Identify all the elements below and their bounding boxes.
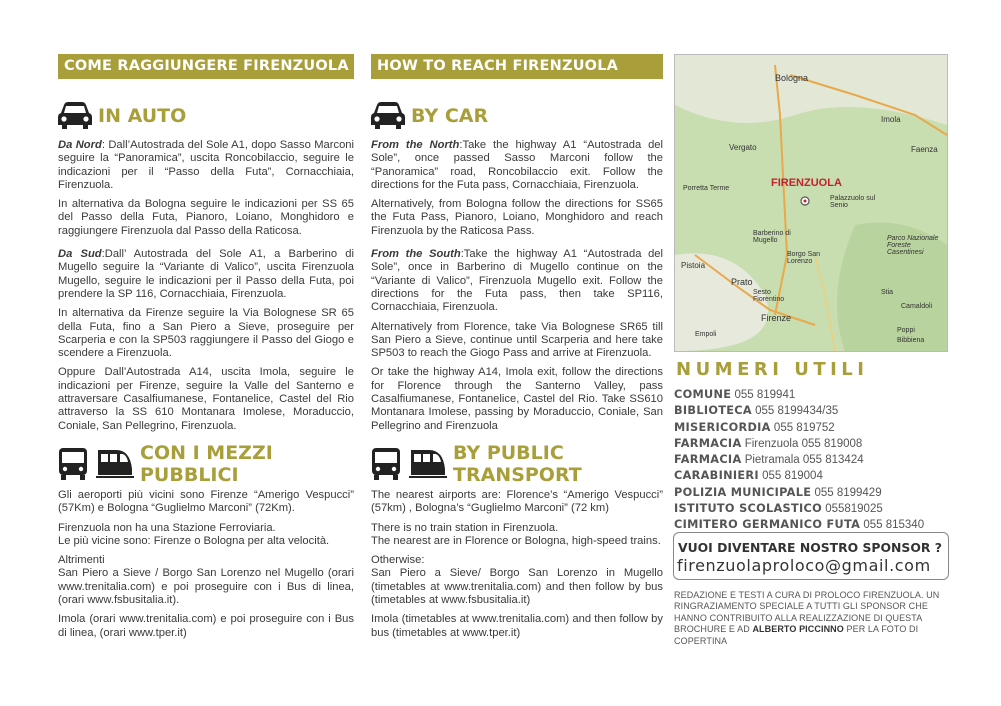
transport-t1: The nearest airports are: Florence’s “Amerigo Vespucci” (57km) , Bologna’s “Guglielmo Marconi” (72 km) <box>371 488 663 515</box>
public-t3b: San Piero a Sieve / Borgo San Lorenzo nel Mugello (orari www.trenitalia.com) e poi proseguire con i Bus di linea, (orari www.fsbusitalia.it). <box>58 567 354 607</box>
transport-heading <box>371 441 663 486</box>
list-item: BIBLIOTECA 055 8199434/35 <box>674 404 839 418</box>
sponsor-question: VUOI DIVENTARE NOSTRO SPONSOR ? <box>678 540 942 555</box>
map-label-prato: Prato <box>731 277 753 287</box>
train-icon <box>94 447 134 481</box>
map-label-bibbiena: Bibbiena <box>897 337 925 344</box>
map-label-sesto: Sesto Fiorentino <box>753 289 785 303</box>
transport-t4: Imola (timetables at www.trenitalia.com) and then follow by bus (timetables at www.tper.it) <box>371 613 663 639</box>
map-label-imola: Imola <box>881 115 901 124</box>
map-label-firenze: Firenze <box>761 313 792 323</box>
auto-p4: In alternativa da Firenze seguire la Via Bolognese SR 65 della Futa, fino a San Piero a Sieve, proseguire per Scarperia e con la SP503 raggiungere il Passo del Giogo e scendere a Firenzuola. <box>58 307 354 360</box>
transport-text <box>371 489 663 640</box>
map-label-barberino: Barberino di Mugello <box>753 230 791 244</box>
transport-t3b: San Piero a Sieve/ Borgo San Lorenzo in Mugello (timetables at www.trenitalia.com) and then follow by bus (timetables at www.fsbusitalia.it) <box>371 567 663 607</box>
section-banner-en: HOW TO REACH FIRENZUOLA <box>371 54 663 79</box>
map-label-faenza: Faenza <box>911 145 938 154</box>
credits-photographer: ALBERTO PICCINNO <box>752 624 844 635</box>
car-p2: Alternatively, from Bologna follow the directions for SS65 the Futa Pass, Pianoro, Loiano, Monghidoro and reach Firenzuola by the Raticosa Pass. <box>371 198 663 237</box>
list-item: ISTITUTO SCOLASTICO 055819025 <box>674 502 883 516</box>
italian-column <box>58 54 354 646</box>
list-item: COMUNE 055 819941 <box>674 388 796 401</box>
map-label-borgo: Borgo San Lorenzo <box>787 251 821 265</box>
public-heading <box>58 441 354 486</box>
public-t2b: Le più vicine sono: Firenze o Bologna per alta velocità. <box>58 534 330 547</box>
public-t4: Imola (orari www.trenitalia.com) e poi proseguire con i Bus di linea, (orari www.tper.it) <box>58 613 354 639</box>
car-text <box>371 139 663 433</box>
bus-icon <box>58 447 88 481</box>
car-p4: Alternatively from Florence, take Via Bolognese SR65 till San Piero a Sieve, continue until Scarperia and here take SP503 to reach the Giogo Pass and arrive at Firenzuola. <box>371 320 663 360</box>
map-label-palazzuolo: Palazzuolo sul Senio <box>830 195 876 209</box>
list-item: FARMACIA Firenzuola 055 819008 <box>674 436 863 450</box>
map-label-bologna: Bologna <box>775 73 809 83</box>
public-t1: Gli aeroporti più vicini sono Firenze “Amerigo Vespucci” (57Km) e Bologna “Guglielmo Marconi” (72Km). <box>58 488 354 515</box>
sud-text: :Dall’ Autostrada del Sole A1, a Barberino di Mugello seguire la “Variante di Valico”, uscita Firenzuola Mugello, seguire le indicazioni per il Passo della Futa, poi prendere la SP 116, Cornacchiaia, Firenzuola. <box>58 248 354 300</box>
public-t3a: Altrimenti <box>58 554 105 567</box>
nord-text: : Dall’Autostrada del Sole A1, dopo Sasso Marconi seguire la “Panoramica”, uscita Roncobilaccio, seguire le indicazioni per il “Passo della Futa”, Cornacchiaia, Firenzuola. <box>58 139 354 191</box>
map-label-stia: Stia <box>881 289 894 296</box>
car-icon <box>371 101 405 131</box>
car-p5: Or take the highway A14, Imola exit, follow the directions for Florence through the Santerno Valley, pass Casalfiumanese, Fontanelice, Castel del Rio. Take SS610 Montanara Imolese, passing by Moraduccio, Coniale, San Pellegrino and Firenzuola <box>371 366 663 432</box>
car-heading <box>371 99 663 133</box>
transport-t2b: The nearest are in Florence or Bologna, high-speed trains. <box>371 534 661 547</box>
sponsor-email-link[interactable]: firenzuolaproloco@gmail.com <box>677 556 931 575</box>
north-lead: From the North <box>371 139 460 151</box>
map-label-vergato: Vergato <box>729 143 757 152</box>
english-column <box>371 54 663 646</box>
car-icon <box>58 101 92 131</box>
map-label-empoli: Empoli <box>695 331 717 338</box>
public-t2a: Firenzuola non ha una Stazione Ferroviaria. <box>58 521 276 534</box>
transport-title: BY PUBLIC TRANSPORT <box>453 441 582 486</box>
map-label-poppi: Poppi <box>897 327 915 334</box>
transport-t3a: Otherwise: <box>371 554 425 567</box>
train-icon <box>407 447 447 481</box>
public-title: CON I MEZZI PUBBLICI <box>140 441 273 486</box>
map-label-pistoia: Pistoia <box>681 261 706 270</box>
credits-text-end: PER LA FOTO DI COPERTINA <box>674 624 919 646</box>
south-lead: From the South <box>371 248 461 261</box>
section-banner-it: COME RAGGIUNGERE FIRENZUOLA <box>58 54 354 79</box>
sud-lead: Da Sud <box>58 248 102 261</box>
sponsor-box <box>673 532 949 580</box>
map-label-parco: Parco Nazionale Foreste Casentinesi <box>887 235 939 256</box>
bus-icon <box>371 447 401 481</box>
map-label-camaldoli: Camaldoli <box>901 303 933 310</box>
nord-lead: Da Nord <box>58 139 102 151</box>
list-item: MISERICORDIA 055 819752 <box>674 420 835 434</box>
list-item: POLIZIA MUNICIPALE 055 8199429 <box>674 485 882 499</box>
list-item: FARMACIA Pietramala 055 813424 <box>674 453 864 467</box>
auto-text <box>58 139 354 433</box>
car-title: BY CAR <box>411 105 489 127</box>
numeri-utili-title: NUMERI UTILI <box>676 359 869 380</box>
list-item: CARABINIERI 055 819004 <box>674 469 823 483</box>
map-label-porretta: Porretta Terme <box>683 185 730 192</box>
numeri-utili-list <box>674 387 964 534</box>
auto-p5: Oppure Dall’Autostrada A14, uscita Imola, seguire le indicazioni per Firenze, seguire la Valle del Santerno e attraversare Casalfiumanese, Fontanelice, Castel del Rio attraverso la SS 610 Montanara Imolese, Moraduccio, Coniale, San Pellegrino, Firenzuola. <box>58 366 354 432</box>
auto-heading <box>58 99 354 133</box>
south-text: :Take the highway A1 “Autostrada del Sole”, once in Barberino di Mugello continue on the “Variante di Valico”, Firenzuola Mugello exit. Follow the directions for the Futa pass, then take SP116, Cornacchiaia, Firenzuola. <box>371 248 663 314</box>
auto-title: IN AUTO <box>98 105 187 127</box>
map-label-firenzuola: FIRENZUOLA <box>771 177 842 189</box>
area-map <box>674 54 948 352</box>
list-item: CIMITERO GERMANICO FUTA 055 815340 <box>674 518 925 532</box>
transport-t2a: There is no train station in Firenzuola. <box>371 521 559 534</box>
public-text <box>58 489 354 640</box>
credits <box>674 590 954 647</box>
credits-text: REDAZIONE E TESTI A CURA DI PROLOCO FIRENZUOLA. UN RINGRAZIAMENTO SPECIALE A TUTTI GLI SPONSOR CHE HANNO CONTRIBUITO ALLA REALIZZAZIONE DI QUESTA BROCHURE E AD <box>674 590 940 635</box>
north-text: :Take the highway A1 “Autostrada del Sole”, once passed Sasso Marconi follow the “Panoramica” road, Roncobilaccio exit. Follow the directions for the Futa pass, Cornacchiaia, Firenzuola. <box>371 139 663 191</box>
auto-p2: In alternativa da Bologna seguire le indicazioni per SS 65 del Passo della Futa, Pianoro, Loiano, Monghidoro e raggiungere Firenzuola dal Passo della Raticosa. <box>58 198 354 237</box>
